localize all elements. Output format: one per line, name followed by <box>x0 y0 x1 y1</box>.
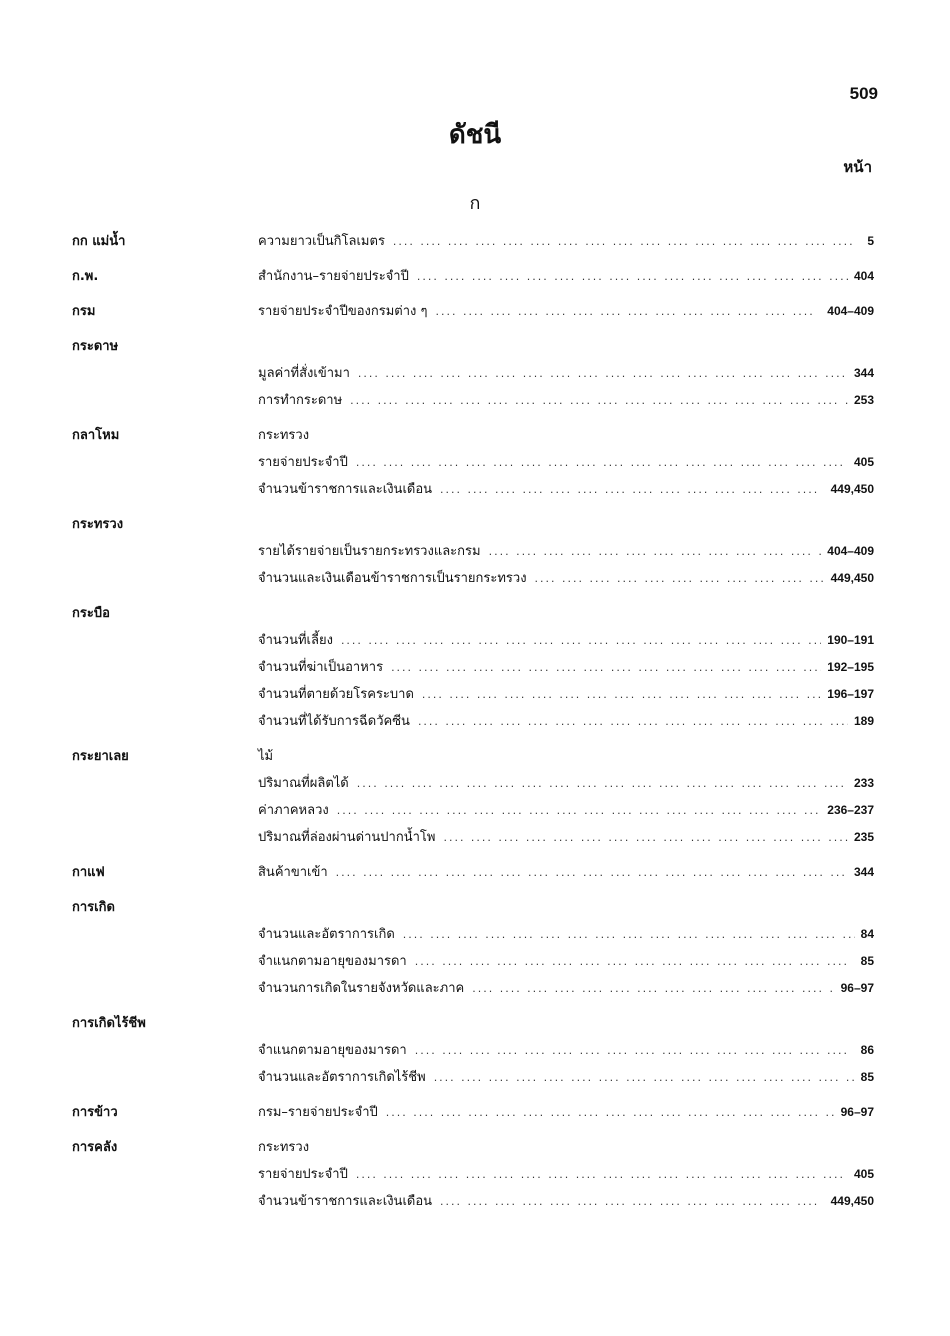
index-heading: กรม <box>72 304 96 319</box>
index-line <box>72 921 874 948</box>
dot-leader <box>393 228 861 255</box>
dot-leader <box>336 859 848 886</box>
index-line <box>72 298 874 325</box>
entry-text: จำนวนและอัตราการเกิดไร้ชีพ <box>258 1070 426 1085</box>
index-line <box>72 627 874 654</box>
dot-leader <box>356 1161 848 1188</box>
page-reference: 404–409 <box>827 544 874 558</box>
page-reference: 189 <box>853 714 874 728</box>
entry-text: กระทรวง <box>258 1140 310 1155</box>
entry-text: ความยาวเป็นกิโลเมตร <box>258 234 385 249</box>
entry-text: รายจ่ายประจำปีของกรมต่าง ๆ <box>258 304 428 319</box>
index-entry <box>258 770 874 797</box>
page-reference: 192–195 <box>827 660 874 674</box>
index-heading: การเกิดไร้ชีพ <box>72 1016 146 1031</box>
entry-text: มูลค่าที่สั่งเข้ามา <box>258 366 350 381</box>
index-entry <box>258 948 874 975</box>
index-entry <box>258 1161 874 1188</box>
index-entry <box>258 824 874 851</box>
index-line <box>72 538 874 565</box>
index-entry <box>258 975 874 1002</box>
page-reference: 190–191 <box>827 633 874 647</box>
entry-text: จำนวนที่ตายด้วยโรคระบาด <box>258 687 414 702</box>
dot-leader <box>434 1064 855 1091</box>
index-line <box>72 743 874 770</box>
index-entry <box>258 1099 874 1126</box>
entry-text: รายได้รายจ่ายเป็นรายกระทรวงและกรม <box>258 544 481 559</box>
entry-text: ไม้ <box>258 749 274 764</box>
index-line <box>72 360 874 387</box>
index-line <box>72 1037 874 1064</box>
dot-leader <box>350 387 848 414</box>
index-list <box>72 228 874 1223</box>
index-line <box>72 511 874 538</box>
dot-leader <box>418 708 848 735</box>
entry-text: จำนวนข้าราชการและเงินเดือน <box>258 482 433 497</box>
page-reference: 96–97 <box>840 1105 874 1119</box>
index-entry <box>258 449 874 476</box>
page-reference: 344 <box>853 366 874 380</box>
index-heading: กระยาเลย <box>72 749 129 764</box>
index-group <box>72 859 874 886</box>
dot-leader <box>422 681 821 708</box>
index-line <box>72 449 874 476</box>
index-entry <box>258 859 874 886</box>
index-line <box>72 600 874 627</box>
index-line <box>72 859 874 886</box>
index-entry <box>258 1188 874 1215</box>
entry-text: จำแนกตามอายุของมารดา <box>258 1043 407 1058</box>
index-heading: กลาโหม <box>72 428 120 443</box>
page-reference: 235 <box>853 830 874 844</box>
index-heading: ก.พ. <box>72 269 99 284</box>
index-entry <box>258 263 874 290</box>
index-line <box>72 975 874 1002</box>
index-line <box>72 1161 874 1188</box>
dot-leader <box>472 975 834 1002</box>
index-heading: การเกิด <box>72 900 115 915</box>
index-entry <box>258 681 874 708</box>
entry-text: กระทรวง <box>258 428 310 443</box>
index-entry <box>258 1064 874 1091</box>
index-entry <box>258 387 874 414</box>
page-reference: 449,450 <box>830 571 874 585</box>
index-line <box>72 476 874 503</box>
index-group <box>72 298 874 325</box>
page-title: ดัชนี <box>448 120 502 150</box>
index-group <box>72 894 874 1002</box>
index-line <box>72 387 874 414</box>
entry-text: ปริมาณที่ผลิตได้ <box>258 776 349 791</box>
index-heading: การคลัง <box>72 1140 118 1155</box>
index-group <box>72 333 874 414</box>
dot-leader <box>356 449 848 476</box>
entry-text: จำนวนที่ฆ่าเป็นอาหาร <box>258 660 384 675</box>
index-line <box>72 333 874 360</box>
entry-text: ปริมาณที่ล่องผ่านด่านปากน้ำโพ <box>258 830 436 845</box>
dot-leader <box>415 1037 855 1064</box>
page-number: 509 <box>849 84 878 103</box>
entry-text: การทำกระดาษ <box>258 393 343 408</box>
index-line <box>72 422 874 449</box>
entry-text: จำนวนการเกิดในรายจังหวัดและภาค <box>258 981 465 996</box>
index-group <box>72 1010 874 1091</box>
page-reference: 196–197 <box>827 687 874 701</box>
dot-leader <box>386 1099 835 1126</box>
index-group <box>72 228 874 255</box>
index-entry <box>258 708 874 735</box>
index-entry <box>258 565 874 592</box>
index-entry <box>258 797 874 824</box>
dot-leader <box>417 263 848 290</box>
page-column-label: หน้า <box>843 158 872 176</box>
index-line <box>72 263 874 290</box>
index-heading: กาแฟ <box>72 865 105 880</box>
dot-leader <box>358 360 848 387</box>
index-group <box>72 743 874 851</box>
index-line <box>72 1099 874 1126</box>
entry-text: จำนวนที่ได้รับการฉีดวัคซีน <box>258 714 410 729</box>
index-line <box>72 654 874 681</box>
page-reference: 449,450 <box>830 1194 874 1208</box>
index-entry <box>258 1037 874 1064</box>
index-entry <box>258 1134 874 1161</box>
entry-text: สินค้าขาเข้า <box>258 865 328 880</box>
index-entry <box>258 360 874 387</box>
index-line <box>72 824 874 851</box>
dot-leader <box>391 654 821 681</box>
index-group <box>72 511 874 592</box>
index-group <box>72 600 874 735</box>
index-line <box>72 770 874 797</box>
page-reference: 404 <box>853 269 874 283</box>
page-reference: 405 <box>853 455 874 469</box>
dot-leader <box>443 824 848 851</box>
dot-leader <box>436 298 822 325</box>
dot-leader <box>535 565 825 592</box>
index-line <box>72 1064 874 1091</box>
dot-leader <box>440 1188 825 1215</box>
index-line <box>72 948 874 975</box>
entry-text: รายจ่ายประจำปี <box>258 1167 348 1182</box>
index-entry <box>258 476 874 503</box>
index-entry <box>258 654 874 681</box>
index-group <box>72 1134 874 1215</box>
index-group <box>72 1099 874 1126</box>
index-line <box>72 1134 874 1161</box>
index-line <box>72 1188 874 1215</box>
entry-text: จำนวนข้าราชการและเงินเดือน <box>258 1194 433 1209</box>
index-entry <box>258 538 874 565</box>
page-reference: 449,450 <box>830 482 874 496</box>
page-reference: 404–409 <box>827 304 874 318</box>
index-entry <box>258 627 874 654</box>
index-entry <box>258 921 874 948</box>
index-heading: กระทรวง <box>72 517 124 532</box>
dot-leader <box>440 476 825 503</box>
page-reference: 405 <box>853 1167 874 1181</box>
index-line <box>72 1010 874 1037</box>
index-entry <box>258 298 874 325</box>
page-reference: 96–97 <box>840 981 874 995</box>
dot-leader <box>357 770 848 797</box>
index-group <box>72 263 874 290</box>
index-heading: กก แม่น้ำ <box>72 234 126 249</box>
entry-text: จำนวนที่เลี้ยง <box>258 633 333 648</box>
page-reference: 86 <box>860 1043 874 1057</box>
entry-text: จำแนกตามอายุของมารดา <box>258 954 407 969</box>
index-line <box>72 797 874 824</box>
entry-text: ค่าภาคหลวง <box>258 803 329 818</box>
page-reference: 5 <box>867 234 874 248</box>
page-reference: 84 <box>860 927 874 941</box>
index-line <box>72 565 874 592</box>
dot-leader <box>415 948 855 975</box>
index-line <box>72 681 874 708</box>
index-heading: การข้าว <box>72 1105 118 1120</box>
index-line <box>72 708 874 735</box>
index-line <box>72 228 874 255</box>
page-reference: 233 <box>853 776 874 790</box>
index-entry <box>258 743 874 770</box>
dot-leader <box>489 538 822 565</box>
index-heading: กระบือ <box>72 606 110 621</box>
entry-text: สำนักงาน–รายจ่ายประจำปี <box>258 269 409 284</box>
entry-text: จำนวนและเงินเดือนข้าราชการเป็นรายกระทรวง <box>258 571 527 586</box>
page-reference: 344 <box>853 865 874 879</box>
index-entry <box>258 422 874 449</box>
section-letter: ก <box>469 193 481 214</box>
page-reference: 253 <box>853 393 874 407</box>
index-line <box>72 894 874 921</box>
index-group <box>72 422 874 503</box>
entry-text: กรม–รายจ่ายประจำปี <box>258 1105 378 1120</box>
entry-text: จำนวนและอัตราการเกิด <box>258 927 395 942</box>
page-reference: 85 <box>860 1070 874 1084</box>
dot-leader <box>403 921 855 948</box>
index-heading: กระดาษ <box>72 339 119 354</box>
index-entry <box>258 228 874 255</box>
entry-text: รายจ่ายประจำปี <box>258 455 348 470</box>
page-reference: 85 <box>860 954 874 968</box>
dot-leader <box>341 627 821 654</box>
dot-leader <box>337 797 822 824</box>
page-reference: 236–237 <box>827 803 874 817</box>
